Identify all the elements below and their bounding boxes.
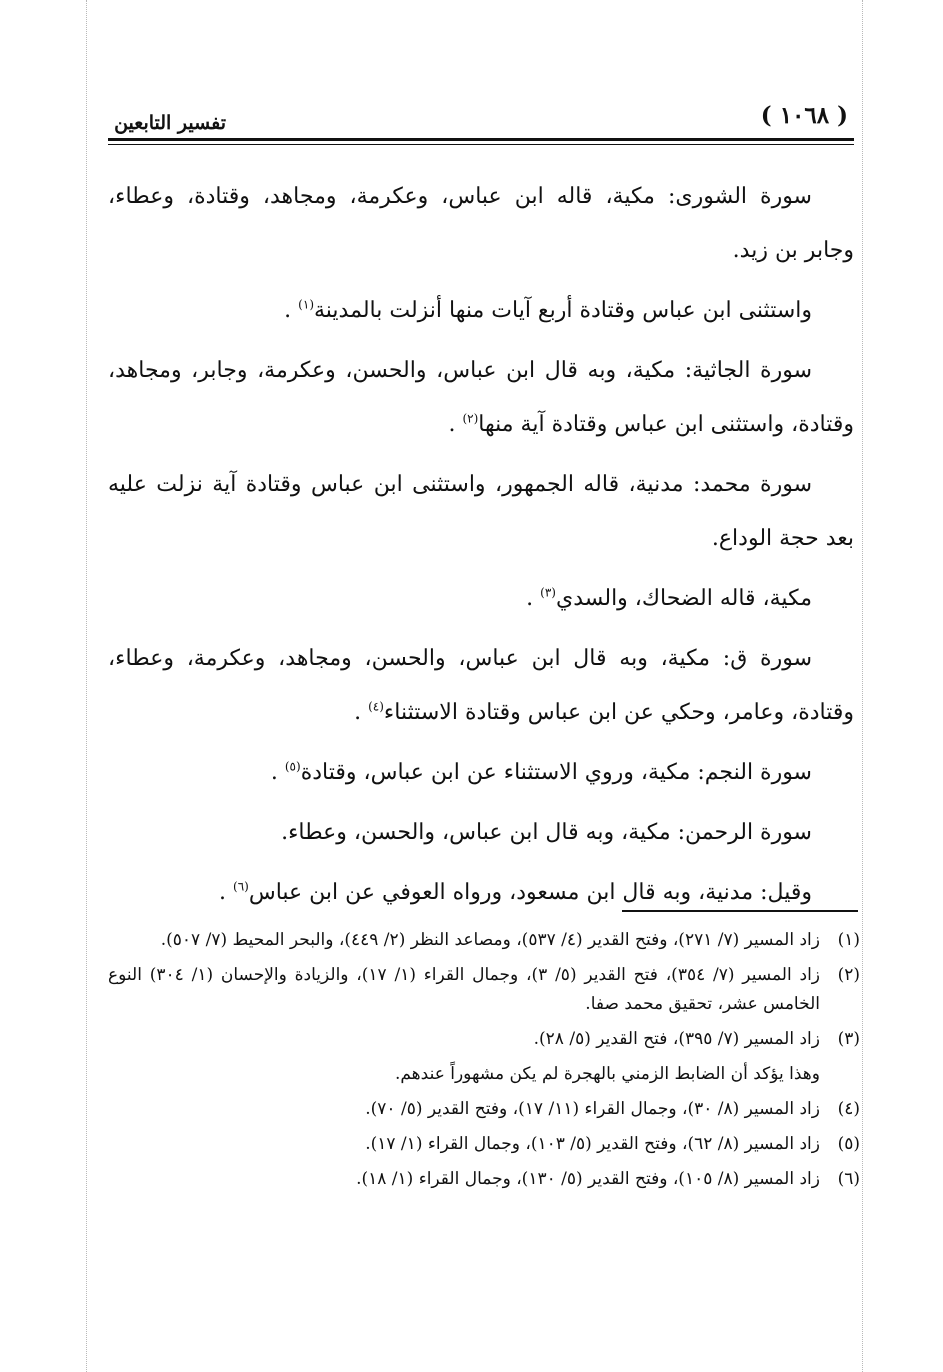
footnote-ref[interactable]: (٦) bbox=[233, 879, 249, 894]
footnote-separator bbox=[622, 910, 858, 912]
footnote-ref[interactable]: (٥) bbox=[284, 759, 301, 774]
paragraph-qaf bbox=[108, 632, 854, 740]
paragraph-end: . bbox=[284, 298, 299, 323]
footnote-text: زاد المسير (٨/ ٣٠)، وجمال القراء (١١/ ١٧)، وفتح القدير (٥/ ٧٠). bbox=[365, 1099, 820, 1119]
page-header bbox=[108, 98, 854, 150]
header-rule bbox=[108, 138, 854, 141]
footnote-4 bbox=[108, 1095, 860, 1124]
footnote-5 bbox=[108, 1130, 860, 1159]
paragraph-text: سورة محمد: مدنية، قاله الجمهور، واستثنى ابن عباس وقتادة آية نزلت عليه بعد حجة الوداع. bbox=[108, 472, 854, 551]
footnote-text: زاد المسير (٧/ ٣٥٤)، فتح القدير (٥/ ٣)، وجمال القراء (١/ ١٧)، والزيادة والإحسان (١/ ٣٠٤) النوع الخامس عشر، تحقيق محمد صفا. bbox=[108, 965, 821, 1014]
footnote-text: زاد المسير (٧/ ٣٩٥)، فتح القدير (٥/ ٢٨). bbox=[533, 1029, 820, 1049]
scan-line-left bbox=[86, 0, 87, 1372]
footnote-ref[interactable]: (٢) bbox=[462, 411, 479, 426]
footnotes bbox=[108, 926, 860, 1200]
paragraph-end: . bbox=[219, 880, 234, 905]
paragraph-rahman bbox=[108, 806, 854, 860]
footnote-ref[interactable]: (٤) bbox=[368, 699, 384, 714]
footnote-text: زاد المسير (٨/ ٦٢)، وفتح القدير (٥/ ١٠٣)، وجمال القراء (١/ ١٧). bbox=[365, 1134, 820, 1154]
footnote-1 bbox=[108, 926, 860, 955]
footnote-number: (٦) bbox=[837, 1169, 860, 1189]
paragraph-najm bbox=[108, 746, 854, 800]
paragraph-muhammad bbox=[108, 458, 854, 566]
paragraph-end: . bbox=[526, 586, 541, 611]
footnote-number: (٢) bbox=[837, 965, 860, 985]
scan-line-right bbox=[862, 0, 863, 1372]
footnote-number: (٤) bbox=[837, 1099, 860, 1119]
page-number: ( ١٠٦٨ ) bbox=[760, 102, 848, 129]
footnote-6 bbox=[108, 1165, 860, 1194]
footnote-ref[interactable]: (١) bbox=[298, 297, 314, 312]
main-text bbox=[108, 170, 854, 926]
footnote-2 bbox=[108, 961, 860, 1019]
paragraph-end: . bbox=[354, 700, 369, 725]
paragraph-text: مكية، قاله الضحاك، والسدي bbox=[555, 586, 812, 611]
paragraph-text: واستثنى ابن عباس وقتادة أربع آيات منها أنزلت بالمدينة bbox=[314, 298, 812, 323]
paragraph-text: سورة الرحمن: مكية، وبه قال ابن عباس، والحسن، وعطاء. bbox=[281, 820, 812, 845]
footnote-text: زاد المسير (٧/ ٢٧١)، وفتح القدير (٤/ ٥٣٧)، ومصاعد النظر (٢/ ٤٤٩)، والبحر المحيط (٧/ ٥٠٧). bbox=[160, 930, 820, 950]
footnote-number: (١) bbox=[837, 930, 860, 950]
paragraph-text: سورة ق: مكية، وبه قال ابن عباس، والحسن، ومجاهد، وعكرمة، وعطاء، وقتادة، وعامر، وحكي عن ابن عباس وقتادة الاستثناء bbox=[108, 646, 854, 725]
paragraph-text: سورة النجم: مكية، وروي الاستثناء عن ابن عباس، وقتادة bbox=[300, 760, 812, 785]
book-title: تفسير التابعين bbox=[114, 112, 226, 134]
paragraph-shura-exception bbox=[108, 284, 854, 338]
paragraph-text: سورة الشورى: مكية، قاله ابن عباس، وعكرمة، ومجاهد، وقتادة، وعطاء، وجابر بن زيد. bbox=[108, 184, 854, 263]
footnote-3-comment bbox=[108, 1060, 860, 1089]
header-rule-thin bbox=[108, 144, 854, 145]
paragraph-text: وقيل: مدنية، وبه قال ابن مسعود، ورواه العوفي عن ابن عباس bbox=[248, 880, 812, 905]
paragraph-shura bbox=[108, 170, 854, 278]
footnote-ref[interactable]: (٣) bbox=[540, 585, 556, 600]
paragraph-end: . bbox=[448, 412, 463, 437]
paragraph-end: . bbox=[270, 760, 285, 785]
paragraph-makkiya bbox=[108, 572, 854, 626]
footnote-number: (٥) bbox=[837, 1134, 860, 1154]
paragraph-text: سورة الجاثية: مكية، وبه قال ابن عباس، والحسن، وعكرمة، وجابر، ومجاهد، وقتادة، واستثنى ابن عباس وقتادة آية منها bbox=[108, 358, 854, 437]
paragraph-jathiya bbox=[108, 344, 854, 452]
footnote-text: زاد المسير (٨/ ١٠٥)، وفتح القدير (٥/ ١٣٠)، وجمال القراء (١/ ١٨). bbox=[356, 1169, 820, 1189]
footnote-3 bbox=[108, 1025, 860, 1054]
footnote-number: (٣) bbox=[837, 1029, 860, 1049]
footnote-text: وهذا يؤكد أن الضابط الزمني بالهجرة لم يكن مشهوراً عندهم. bbox=[394, 1064, 820, 1084]
